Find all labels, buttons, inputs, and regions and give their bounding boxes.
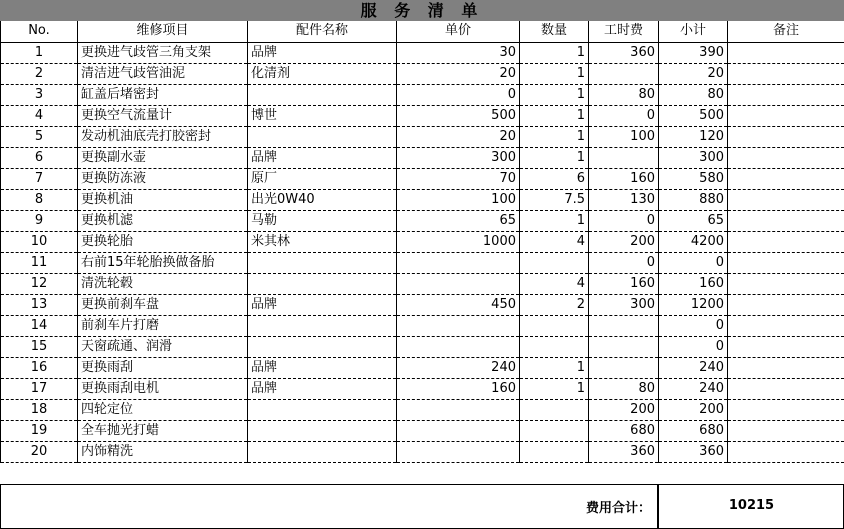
cell-item[interactable]: 更换进气歧管三角支架: [78, 42, 248, 63]
cell-labor[interactable]: 80: [589, 378, 659, 399]
cell-note[interactable]: [728, 357, 844, 378]
table-row: [1, 126, 844, 147]
cell-price[interactable]: [397, 252, 520, 273]
cell-part[interactable]: [248, 441, 397, 462]
cell-part[interactable]: 品牌: [248, 147, 397, 168]
table-row: [1, 273, 844, 294]
cell-qty[interactable]: 6: [520, 168, 589, 189]
cell-no[interactable]: 2: [1, 63, 78, 84]
cell-no[interactable]: 6: [1, 147, 78, 168]
cell-item[interactable]: 更换防冻液: [78, 168, 248, 189]
cell-item[interactable]: 四轮定位: [78, 399, 248, 420]
cell-qty[interactable]: 1: [520, 210, 589, 231]
header-qty[interactable]: 数量: [520, 21, 589, 42]
cell-qty[interactable]: 4: [520, 231, 589, 252]
total-value-cell[interactable]: [657, 485, 844, 528]
cell-subtotal[interactable]: 0: [659, 315, 728, 336]
cell-item[interactable]: 更换机油: [78, 189, 248, 210]
header-item[interactable]: 维修项目: [78, 21, 248, 42]
cell-note[interactable]: [728, 105, 844, 126]
header-no[interactable]: No.: [1, 21, 78, 42]
cell-note[interactable]: [728, 399, 844, 420]
cell-price[interactable]: [397, 399, 520, 420]
cell-subtotal[interactable]: 680: [659, 420, 728, 441]
cell-qty[interactable]: [520, 420, 589, 441]
header-labor[interactable]: 工时费: [589, 21, 659, 42]
cell-no[interactable]: 16: [1, 357, 78, 378]
cell-price[interactable]: 300: [397, 147, 520, 168]
cell-qty[interactable]: 1: [520, 105, 589, 126]
cell-subtotal[interactable]: 160: [659, 273, 728, 294]
cell-part[interactable]: [248, 399, 397, 420]
table-row: [1, 210, 844, 231]
cell-part[interactable]: 品牌: [248, 294, 397, 315]
cell-part[interactable]: 米其林: [248, 231, 397, 252]
cell-note[interactable]: [728, 147, 844, 168]
cell-item[interactable]: 更换机滤: [78, 210, 248, 231]
cell-qty[interactable]: 1: [520, 378, 589, 399]
table-row: [1, 189, 844, 210]
table-row: [1, 84, 844, 105]
header-subtotal[interactable]: 小计: [659, 21, 728, 42]
cell-labor[interactable]: 100: [589, 126, 659, 147]
cell-no[interactable]: 5: [1, 126, 78, 147]
cell-subtotal[interactable]: 4200: [659, 231, 728, 252]
cell-qty[interactable]: [520, 441, 589, 462]
cell-note[interactable]: [728, 420, 844, 441]
cell-labor[interactable]: 0: [589, 105, 659, 126]
table-row: [1, 231, 844, 252]
cell-item[interactable]: 全车抛光打蜡: [78, 420, 248, 441]
cell-note[interactable]: [728, 231, 844, 252]
cell-item[interactable]: 更换雨刮电机: [78, 378, 248, 399]
cell-item[interactable]: 更换空气流量计: [78, 105, 248, 126]
cell-no[interactable]: 11: [1, 252, 78, 273]
cell-labor[interactable]: 300: [589, 294, 659, 315]
cell-subtotal[interactable]: 1200: [659, 294, 728, 315]
cell-labor[interactable]: [589, 336, 659, 357]
cell-subtotal[interactable]: 880: [659, 189, 728, 210]
cell-no[interactable]: 3: [1, 84, 78, 105]
cell-item[interactable]: 更换副水壶: [78, 147, 248, 168]
cell-price[interactable]: 450: [397, 294, 520, 315]
cell-qty[interactable]: [520, 336, 589, 357]
cell-note[interactable]: [728, 441, 844, 462]
cell-no[interactable]: 4: [1, 105, 78, 126]
cell-note[interactable]: [728, 273, 844, 294]
cell-item[interactable]: 前刹车片打磨: [78, 315, 248, 336]
cell-item[interactable]: 发动机油底壳打胶密封: [78, 126, 248, 147]
cell-price[interactable]: [397, 420, 520, 441]
cell-part[interactable]: [248, 126, 397, 147]
table-row: [1, 42, 844, 63]
cell-item[interactable]: 内饰精洗: [78, 441, 248, 462]
cell-part[interactable]: 品牌: [248, 42, 397, 63]
cell-qty[interactable]: 1: [520, 126, 589, 147]
cell-part[interactable]: 品牌: [248, 378, 397, 399]
table-row: [1, 399, 844, 420]
cell-subtotal[interactable]: 65: [659, 210, 728, 231]
cell-note[interactable]: [728, 189, 844, 210]
cell-note[interactable]: [728, 315, 844, 336]
cell-subtotal[interactable]: 0: [659, 336, 728, 357]
table-row: [1, 420, 844, 441]
table-row: [1, 441, 844, 462]
cell-no[interactable]: 7: [1, 168, 78, 189]
cell-item[interactable]: 更换轮胎: [78, 231, 248, 252]
cell-note[interactable]: [728, 210, 844, 231]
cell-labor[interactable]: [589, 315, 659, 336]
cell-subtotal[interactable]: 360: [659, 441, 728, 462]
cell-part[interactable]: 马勒: [248, 210, 397, 231]
cell-labor[interactable]: 160: [589, 168, 659, 189]
table-row: [1, 168, 844, 189]
cell-price[interactable]: 65: [397, 210, 520, 231]
cell-subtotal[interactable]: 240: [659, 357, 728, 378]
cell-no[interactable]: 10: [1, 231, 78, 252]
cell-no[interactable]: 13: [1, 294, 78, 315]
cell-labor[interactable]: [589, 147, 659, 168]
cell-subtotal[interactable]: 120: [659, 126, 728, 147]
cell-part[interactable]: [248, 84, 397, 105]
table-row: [1, 357, 844, 378]
cell-subtotal[interactable]: 300: [659, 147, 728, 168]
table-row: [1, 63, 844, 84]
cell-note[interactable]: [728, 84, 844, 105]
table-row: [1, 336, 844, 357]
cell-qty[interactable]: 1: [520, 147, 589, 168]
cell-price[interactable]: [397, 315, 520, 336]
header-row: [1, 21, 844, 42]
cell-labor[interactable]: 0: [589, 210, 659, 231]
cell-no[interactable]: 19: [1, 420, 78, 441]
cell-subtotal[interactable]: 500: [659, 105, 728, 126]
totals-footer: [0, 484, 844, 529]
cell-price[interactable]: 20: [397, 126, 520, 147]
cell-note[interactable]: [728, 378, 844, 399]
cell-no[interactable]: 15: [1, 336, 78, 357]
cell-note[interactable]: [728, 168, 844, 189]
cell-part[interactable]: 原厂: [248, 168, 397, 189]
cell-qty[interactable]: 1: [520, 63, 589, 84]
cell-price[interactable]: 30: [397, 42, 520, 63]
table-row: [1, 105, 844, 126]
cell-price[interactable]: 1000: [397, 231, 520, 252]
cell-note[interactable]: [728, 336, 844, 357]
cell-price[interactable]: [397, 441, 520, 462]
cell-subtotal[interactable]: 0: [659, 252, 728, 273]
cell-item[interactable]: 更换雨刮: [78, 357, 248, 378]
cell-price[interactable]: 70: [397, 168, 520, 189]
table-row: [1, 252, 844, 273]
cell-note[interactable]: [728, 42, 844, 63]
cell-item[interactable]: 右前15年轮胎换做备胎: [78, 252, 248, 273]
cell-qty[interactable]: 1: [520, 84, 589, 105]
table-row: [1, 147, 844, 168]
cell-part[interactable]: [248, 315, 397, 336]
header-part[interactable]: 配件名称: [248, 21, 397, 42]
cell-note[interactable]: [728, 252, 844, 273]
cell-item[interactable]: 清洗轮毂: [78, 273, 248, 294]
cell-qty[interactable]: 7.5: [520, 189, 589, 210]
cell-part[interactable]: 化清剂: [248, 63, 397, 84]
cell-price[interactable]: [397, 273, 520, 294]
cell-labor[interactable]: 200: [589, 231, 659, 252]
cell-qty[interactable]: [520, 315, 589, 336]
table-row: [1, 294, 844, 315]
cell-price[interactable]: 100: [397, 189, 520, 210]
cell-item[interactable]: 更换前刹车盘: [78, 294, 248, 315]
total-value: 10215: [728, 498, 775, 513]
cell-labor[interactable]: 130: [589, 189, 659, 210]
header-note[interactable]: 备注: [728, 21, 844, 42]
sheet-title: 服 务 清 单: [0, 0, 844, 21]
cell-labor[interactable]: 0: [589, 252, 659, 273]
total-label: 费用合计：: [585, 501, 651, 516]
cell-price[interactable]: 20: [397, 63, 520, 84]
cell-subtotal[interactable]: 390: [659, 42, 728, 63]
cell-price[interactable]: [397, 336, 520, 357]
cell-no[interactable]: 20: [1, 441, 78, 462]
cell-part[interactable]: 博世: [248, 105, 397, 126]
cell-note[interactable]: [728, 294, 844, 315]
cell-subtotal[interactable]: 240: [659, 378, 728, 399]
cell-labor[interactable]: 360: [589, 441, 659, 462]
cell-part[interactable]: [248, 336, 397, 357]
cell-labor[interactable]: 680: [589, 420, 659, 441]
table-row: [1, 378, 844, 399]
cell-no[interactable]: 8: [1, 189, 78, 210]
cell-no[interactable]: 12: [1, 273, 78, 294]
cell-subtotal[interactable]: 580: [659, 168, 728, 189]
cell-labor[interactable]: [589, 357, 659, 378]
cell-qty[interactable]: [520, 252, 589, 273]
cell-qty[interactable]: [520, 399, 589, 420]
cell-no[interactable]: 18: [1, 399, 78, 420]
cell-labor[interactable]: 200: [589, 399, 659, 420]
cell-part[interactable]: [248, 273, 397, 294]
header-price[interactable]: 单价: [397, 21, 520, 42]
cell-subtotal[interactable]: 200: [659, 399, 728, 420]
cell-labor[interactable]: 80: [589, 84, 659, 105]
cell-part[interactable]: 出光0W40: [248, 189, 397, 210]
table-row: [1, 315, 844, 336]
cell-note[interactable]: [728, 126, 844, 147]
cell-no[interactable]: 9: [1, 210, 78, 231]
cell-subtotal[interactable]: 20: [659, 63, 728, 84]
cell-qty[interactable]: 1: [520, 357, 589, 378]
cell-qty[interactable]: 1: [520, 42, 589, 63]
cell-part[interactable]: [248, 252, 397, 273]
cell-no[interactable]: 14: [1, 315, 78, 336]
cell-price[interactable]: 160: [397, 378, 520, 399]
cell-labor[interactable]: 160: [589, 273, 659, 294]
cell-price[interactable]: 500: [397, 105, 520, 126]
service-table: [0, 21, 844, 463]
cell-no[interactable]: 1: [1, 42, 78, 63]
cell-price[interactable]: 0: [397, 84, 520, 105]
cell-no[interactable]: 17: [1, 378, 78, 399]
cell-labor[interactable]: [589, 63, 659, 84]
cell-qty[interactable]: 2: [520, 294, 589, 315]
cell-part[interactable]: [248, 420, 397, 441]
cell-item[interactable]: 清洁进气歧管油泥: [78, 63, 248, 84]
cell-part[interactable]: 品牌: [248, 357, 397, 378]
cell-item[interactable]: 天窗疏通、润滑: [78, 336, 248, 357]
cell-item[interactable]: 缸盖后堵密封: [78, 84, 248, 105]
cell-note[interactable]: [728, 63, 844, 84]
cell-price[interactable]: 240: [397, 357, 520, 378]
cell-subtotal[interactable]: 80: [659, 84, 728, 105]
cell-qty[interactable]: 4: [520, 273, 589, 294]
cell-labor[interactable]: 360: [589, 42, 659, 63]
